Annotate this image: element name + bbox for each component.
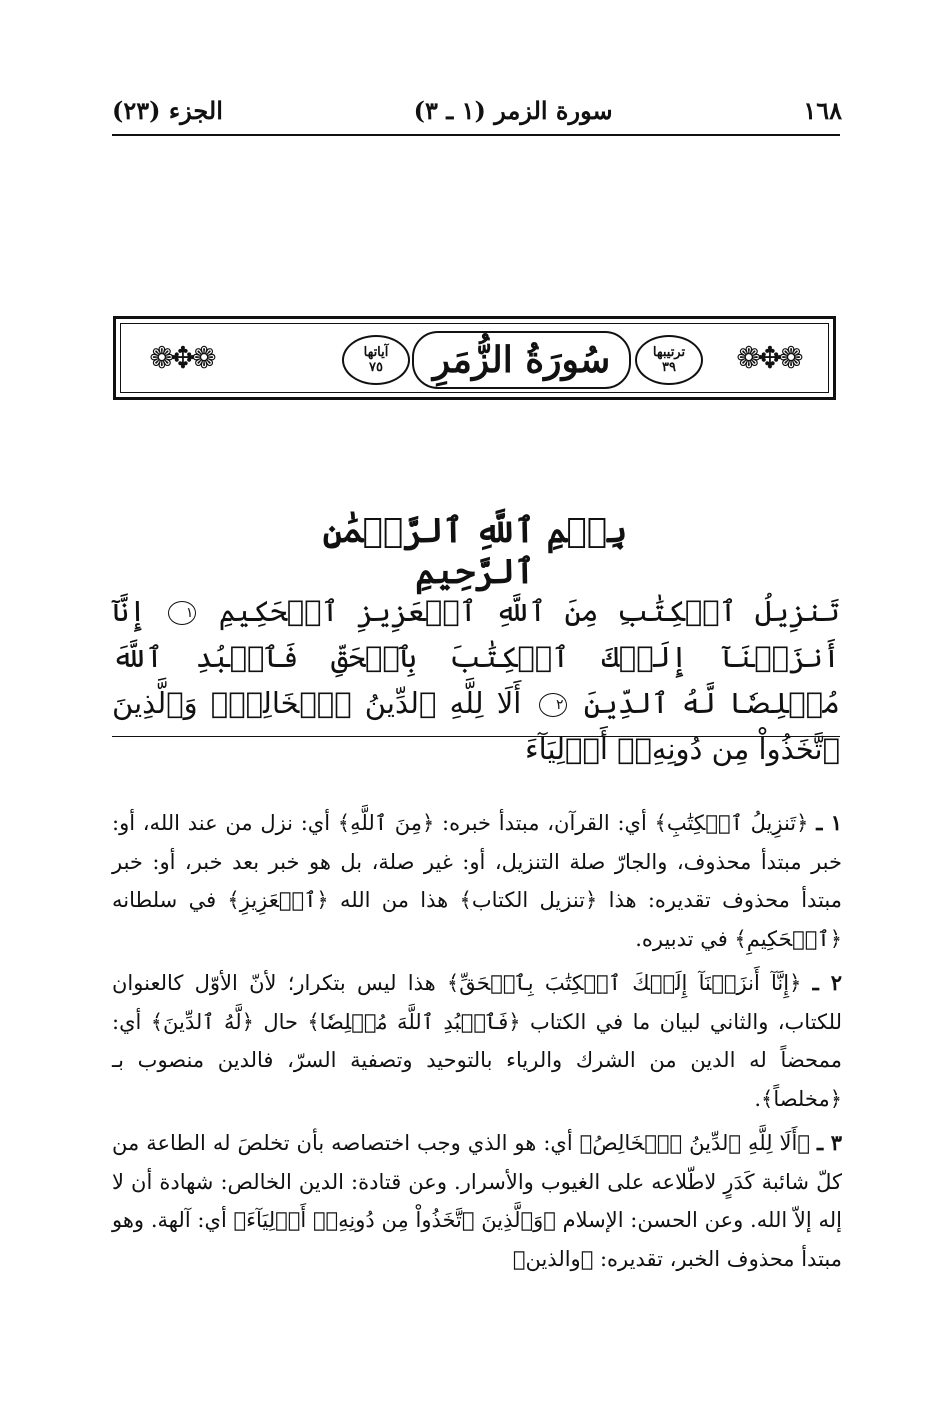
- order-value: ٣٩: [662, 360, 676, 375]
- verse-text: أَلَا لِلَّهِ ٱلدِّينُ ٱلۡخَالِصُۚ وَٱلَّذِينَ ٱتَّخَذُواْ مِن دُونِهِۦٓ أَوۡلِيَآءَ: [112, 686, 840, 766]
- ayat-count-medallion: [342, 335, 410, 385]
- ayat-value: ٧٥: [369, 360, 383, 375]
- order-label: ترتيبها: [652, 345, 686, 360]
- quran-verses: [112, 588, 840, 772]
- page-number: ١٦٨: [803, 95, 842, 125]
- commentary: [112, 804, 842, 1284]
- surah-range: سورة الزمر (١ ـ ٣): [413, 95, 613, 125]
- juz-label: الجزء (٢٣): [112, 95, 223, 125]
- ayah-number-marker: ١: [168, 601, 196, 625]
- floral-ornament-icon: ❁✥❁: [736, 340, 800, 376]
- floral-ornament-icon: ❁✥❁: [149, 340, 213, 376]
- paragraph-number: ١ ـ: [816, 810, 842, 835]
- verses-divider: [112, 736, 840, 737]
- paragraph-text: ﴿إِنَّآ أَنزَلۡنَآ إِلَيۡكَ ٱلۡكِتَٰبَ بِٱلۡحَقِّ﴾ هذا ليس بتكرار؛ لأنّ الأوّل كالعنوان للكتاب، والثاني لبيان ما في الكتاب ﴿فَٱعۡبُدِ ٱللَّهَ مُخۡلِصٗا﴾ حال ﴿لَّهُ ٱلدِّينَ﴾ أي: ممحضاً له الدين من الشرك والرياء بالتوحيد وتصفية السرّ، فالدين منصوب بـ ﴿مخلصاً﴾.: [112, 971, 842, 1111]
- surah-order-medallion: [635, 335, 703, 385]
- basmala: بِسۡمِ ٱللَّهِ ٱلرَّحۡمَٰنِ ٱلرَّحِيمِ: [322, 511, 628, 592]
- ayah-number-marker: ٢: [539, 693, 567, 717]
- paragraph-text: ﴿أَلَا لِلَّهِ ٱلدِّينُ ٱلۡخَالِصُ﴾ أي: هو الذي وجب اختصاصه بأن تخلصَ له الطاعة من كلّ شائبة كَدَرٍ لاطّلاعه على الغيوب والأسرار. وعن قتادة: الدين الخالص: شهادة أن لا إله إلاّ الله. وعن الحسن: الإسلام ﴿وَٱلَّذِينَ ٱتَّخَذُواْ مِن دُونِهِۦٓ أَوۡلِيَآءَ﴾ أي: آلهة. وهو مبتدأ محذوف الخبر، تقديره: ﴿والذين﴾: [112, 1131, 842, 1271]
- paragraph-number: ٢ ـ: [812, 970, 842, 995]
- ayat-label: آياتها: [363, 345, 389, 360]
- surah-banner: [113, 316, 836, 400]
- commentary-paragraph: [112, 804, 842, 958]
- verse-text: إِنَّآ أَنزَلۡنَآ إِلَيۡكَ ٱلۡكِتَٰبَ بِٱلۡحَقِّ فَٱعۡبُدِ ٱللَّهَ مُخۡلِصٗا لَّهُ ٱلدِّينَ: [112, 594, 841, 720]
- verse-text: تَنزِيلُ ٱلۡكِتَٰبِ مِنَ ٱللَّهِ ٱلۡعَزِيزِ ٱلۡحَكِيمِ: [218, 594, 841, 628]
- header-divider: [112, 134, 840, 136]
- paragraph-text: ﴿تَنزِيلُ ٱلۡكِتَٰبِ﴾ أي: القرآن، مبتدأ خبره: ﴿مِنَ ٱللَّهِ﴾ أي: نزل من عند الله، أو: خبر مبتدأ محذوف، والجارّ صلة التنزيل، أو: غير صلة، بل هو خبر بعد خبر، أو: خبر مبتدأ محذوف تقديره: هذا ﴿تنزيل الكتاب﴾ هذا من الله ﴿ٱلۡعَزِيزِ﴾ في سلطانه ﴿ٱلۡحَكِيمِ﴾ في تدبيره.: [112, 811, 842, 951]
- surah-title: سُورَةُ الزُّمَرِ: [412, 331, 631, 389]
- commentary-paragraph: [112, 964, 842, 1118]
- commentary-paragraph: [112, 1124, 842, 1278]
- running-header: [112, 92, 842, 128]
- paragraph-number: ٣ ـ: [816, 1130, 842, 1155]
